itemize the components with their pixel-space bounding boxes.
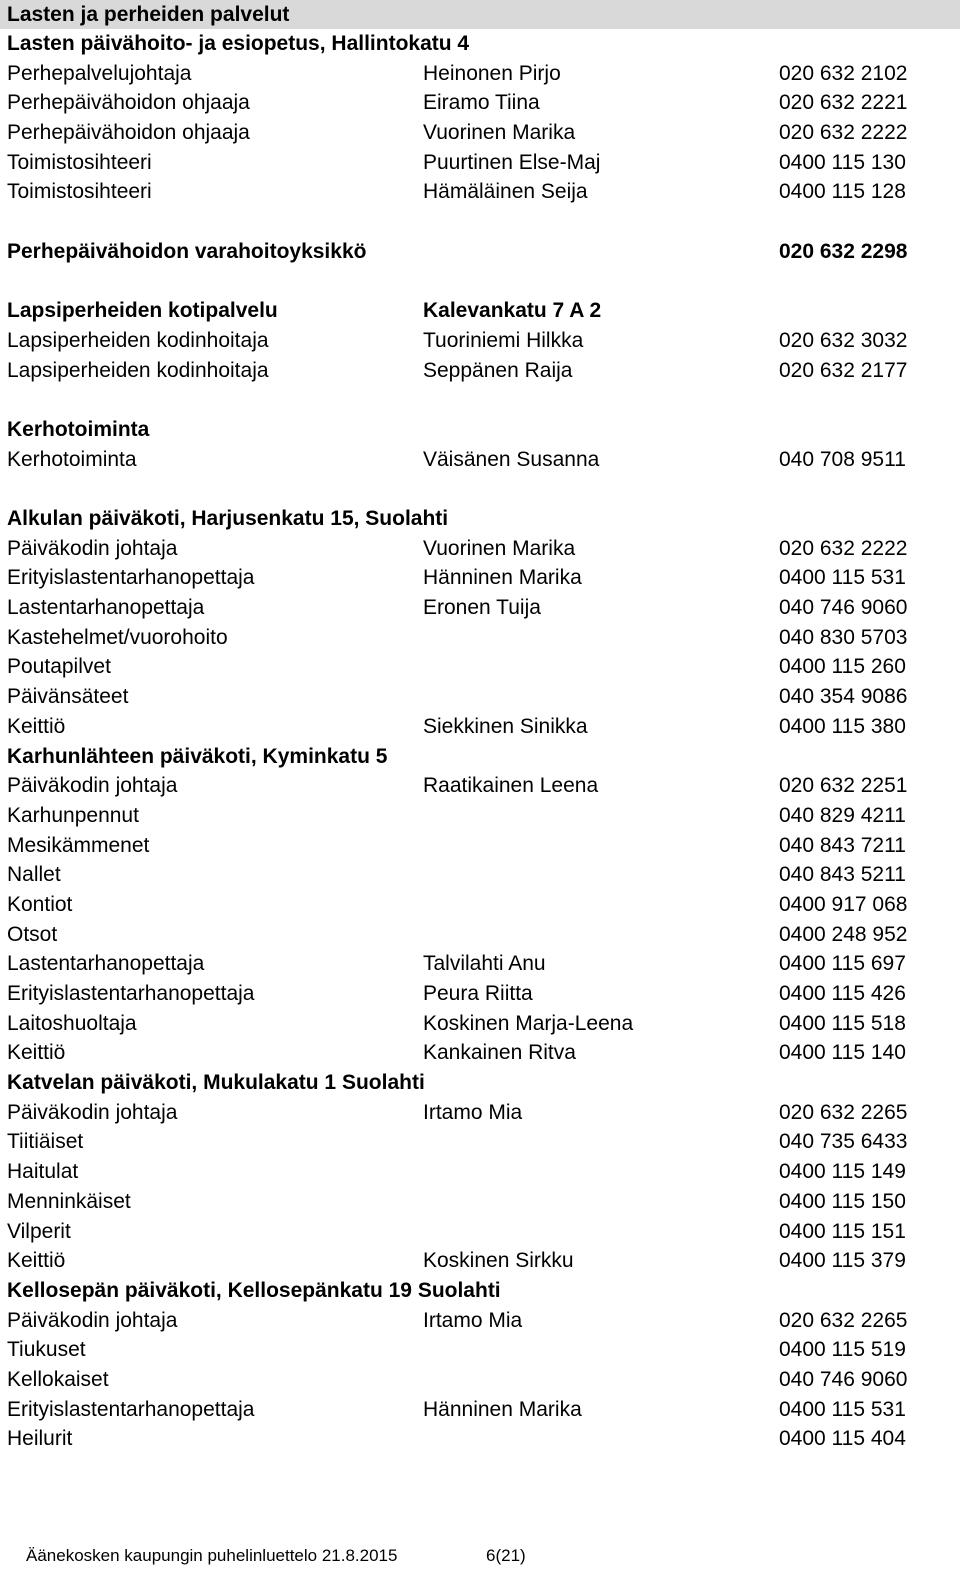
row-title: Päiväkodin johtaja (7, 1308, 178, 1332)
row-phone: 0400 115 404 (779, 1427, 906, 1451)
row-title: Mesikämmenet (7, 833, 150, 857)
directory-row (0, 1365, 960, 1395)
row-phone: 040 843 5211 (779, 863, 906, 887)
row-title: Keittiö (7, 1249, 66, 1273)
row-phone: 020 632 2222 (779, 536, 908, 560)
row-title: Perhepalvelujohtaja (7, 61, 192, 85)
row-phone: 0400 115 426 (779, 982, 906, 1005)
row-phone: 0400 115 379 (779, 1249, 906, 1273)
row-title: Erityislastentarhanopettaja (7, 566, 255, 590)
row-phone: 0400 248 952 (779, 922, 908, 946)
section-heading (0, 415, 960, 445)
row-phone: 020 632 2102 (779, 61, 908, 85)
row-phone: 020 632 3032 (779, 328, 908, 352)
row-title: Keittiö (7, 1041, 66, 1065)
directory-row (0, 59, 960, 89)
row-title: Erityislastentarhanopettaja (7, 1397, 255, 1421)
row-title: Nallet (7, 863, 61, 887)
row-phone: 0400 115 697 (779, 952, 906, 976)
row-title: Lastentarhanopettaja (7, 952, 205, 976)
blank-row (0, 474, 960, 504)
row-title: Poutapilvet (7, 655, 111, 679)
row-phone: 0400 115 519 (779, 1338, 906, 1362)
row-title: Lapsiperheiden kodinhoitaja (7, 328, 269, 352)
directory-row (0, 831, 960, 861)
row-name: Irtamo Mia (423, 1100, 523, 1124)
row-name: Peura Riitta (423, 982, 533, 1005)
section-heading-title: Alkulan päiväkoti, Harjusenkatu 15, Suolahti (7, 507, 449, 530)
directory-row (0, 326, 960, 356)
row-name: Raatikainen Leena (423, 774, 599, 798)
row-title: Laitoshuoltaja (7, 1011, 137, 1035)
directory-row (0, 623, 960, 653)
row-phone: 0400 115 531 (779, 1397, 906, 1421)
blank-row (0, 385, 960, 415)
directory-row (0, 1009, 960, 1039)
row-name: Vuorinen Marika (423, 121, 576, 145)
directory-row (0, 1127, 960, 1157)
row-name: Seppänen Raija (423, 358, 573, 382)
page-title: Lasten ja perheiden palvelut (0, 0, 960, 29)
directory-row (0, 860, 960, 890)
row-phone: 0400 115 260 (779, 655, 906, 679)
directory-row (0, 1246, 960, 1276)
row-phone: 0400 115 128 (779, 180, 906, 204)
row-name: Kankainen Ritva (423, 1041, 576, 1065)
section-heading-title: Lapsiperheiden kotipalvelu (7, 299, 278, 323)
directory-row (0, 534, 960, 564)
row-name: Irtamo Mia (423, 1308, 523, 1332)
row-title: Toimistosihteeri (7, 150, 152, 174)
directory-row (0, 356, 960, 386)
blank-row (0, 267, 960, 297)
row-title: Heilurit (7, 1427, 73, 1451)
directory-row (0, 1157, 960, 1187)
row-phone: 040 354 9086 (779, 685, 908, 709)
row-phone: 020 632 2265 (779, 1308, 908, 1332)
row-title: Otsot (7, 922, 58, 946)
row-title: Kontiot (7, 892, 73, 916)
row-name: Eiramo Tiina (423, 91, 540, 115)
section-heading-title: Karhunlähteen päiväkoti, Kyminkatu 5 (7, 744, 388, 768)
row-title: Päiväkodin johtaja (7, 536, 178, 560)
directory-row (0, 88, 960, 118)
section-heading (0, 1276, 960, 1306)
row-title: Perhepäivähoidon ohjaaja (7, 121, 250, 145)
footer-text: Äänekosken kaupungin puhelinluettelo 21.8.2015 (26, 1546, 398, 1565)
directory-row (0, 1335, 960, 1365)
row-phone: 0400 115 380 (779, 714, 906, 738)
section-heading (0, 296, 960, 326)
directory-row (0, 949, 960, 979)
section-heading-title: Katvelan päiväkoti, Mukulakatu 1 Suolahti (7, 1071, 425, 1095)
section-heading-title: Perhepäivähoidon varahoitoyksikkö (7, 239, 367, 263)
row-phone: 040 746 9060 (779, 1367, 908, 1391)
row-phone: 040 735 6433 (779, 1130, 908, 1154)
row-title: Tiukuset (7, 1338, 86, 1362)
directory-row (0, 1187, 960, 1217)
row-title: Keittiö (7, 714, 66, 738)
row-phone: 0400 115 518 (779, 1011, 906, 1035)
directory-listing (0, 29, 960, 1454)
row-phone: 020 632 2222 (779, 121, 908, 145)
blank-row (0, 207, 960, 237)
row-phone: 0400 115 140 (779, 1041, 906, 1065)
row-phone: 020 632 2221 (779, 91, 908, 115)
section-heading (0, 742, 960, 772)
row-title: Kerhotoiminta (7, 447, 137, 471)
row-title: Menninkäiset (7, 1189, 131, 1213)
row-title: Kellokaiset (7, 1367, 109, 1391)
row-title: Lapsiperheiden kodinhoitaja (7, 358, 269, 382)
row-title: Vilperit (7, 1219, 71, 1243)
row-title: Kastehelmet/vuorohoito (7, 625, 228, 649)
row-name: Hänninen Marika (423, 566, 582, 590)
section-heading (0, 1068, 960, 1098)
row-phone: 0400 917 068 (779, 892, 908, 916)
row-title: Erityislastentarhanopettaja (7, 982, 255, 1005)
row-title: Karhunpennut (7, 803, 139, 827)
row-title: Haitulat (7, 1160, 79, 1184)
section-heading-title: Lasten päivähoito- ja esiopetus, Hallintokatu 4 (7, 32, 470, 55)
row-phone: 040 829 4211 (779, 803, 906, 827)
row-name: Vuorinen Marika (423, 536, 576, 560)
row-name: Koskinen Sirkku (423, 1249, 574, 1273)
directory-row (0, 148, 960, 178)
section-heading (0, 504, 960, 534)
directory-row (0, 1306, 960, 1336)
row-phone: 040 708 9511 (779, 447, 906, 471)
row-phone: 0400 115 130 (779, 150, 906, 174)
directory-row (0, 652, 960, 682)
row-name: Siekkinen Sinikka (423, 714, 588, 738)
row-title: Päiväkodin johtaja (7, 1100, 178, 1124)
row-title: Päiväkodin johtaja (7, 774, 178, 798)
directory-row (0, 1217, 960, 1247)
row-title: Päivänsäteet (7, 685, 129, 709)
row-name: Hämäläinen Seija (423, 180, 588, 204)
row-title: Perhepäivähoidon ohjaaja (7, 91, 250, 115)
row-phone: 020 632 2177 (779, 358, 908, 382)
row-title: Toimistosihteeri (7, 180, 152, 204)
directory-row (0, 979, 960, 1009)
directory-row (0, 593, 960, 623)
row-name: Koskinen Marja-Leena (423, 1011, 634, 1035)
row-title: Lastentarhanopettaja (7, 596, 205, 620)
page-footer (26, 1545, 526, 1567)
section-heading-phone: 020 632 2298 (779, 239, 908, 263)
directory-row (0, 1038, 960, 1068)
section-heading (0, 237, 960, 267)
row-title: Tiitiäiset (7, 1130, 84, 1154)
directory-row (0, 118, 960, 148)
section-heading-title: Kerhotoiminta (7, 417, 150, 441)
directory-row (0, 682, 960, 712)
row-phone: 040 830 5703 (779, 625, 908, 649)
directory-row (0, 712, 960, 742)
directory-row (0, 1424, 960, 1454)
row-phone: 040 843 7211 (779, 833, 906, 857)
row-phone: 0400 115 149 (779, 1160, 906, 1184)
row-phone: 0400 115 151 (779, 1219, 906, 1243)
directory-row (0, 801, 960, 831)
row-name: Tuoriniemi Hilkka (423, 328, 584, 352)
directory-row (0, 920, 960, 950)
row-phone: 020 632 2265 (779, 1100, 908, 1124)
row-name: Puurtinen Else-Maj (423, 150, 601, 174)
directory-row (0, 177, 960, 207)
directory-row (0, 445, 960, 475)
row-name: Väisänen Susanna (423, 447, 600, 471)
row-name: Heinonen Pirjo (423, 61, 561, 85)
page-number: 6(21) (486, 1546, 526, 1565)
section-heading (0, 29, 960, 59)
directory-row (0, 563, 960, 593)
directory-row (0, 771, 960, 801)
row-name: Hänninen Marika (423, 1397, 582, 1421)
row-phone: 0400 115 531 (779, 566, 906, 590)
directory-row (0, 1395, 960, 1425)
row-phone: 0400 115 150 (779, 1189, 906, 1213)
directory-row (0, 890, 960, 920)
section-heading-title: Kellosepän päiväkoti, Kellosepänkatu 19 Suolahti (7, 1278, 501, 1302)
row-name: Talvilahti Anu (423, 952, 546, 976)
section-heading-address: Kalevankatu 7 A 2 (423, 299, 602, 323)
row-phone: 040 746 9060 (779, 596, 908, 620)
row-phone: 020 632 2251 (779, 774, 908, 798)
directory-row (0, 1098, 960, 1128)
row-name: Eronen Tuija (423, 596, 541, 620)
